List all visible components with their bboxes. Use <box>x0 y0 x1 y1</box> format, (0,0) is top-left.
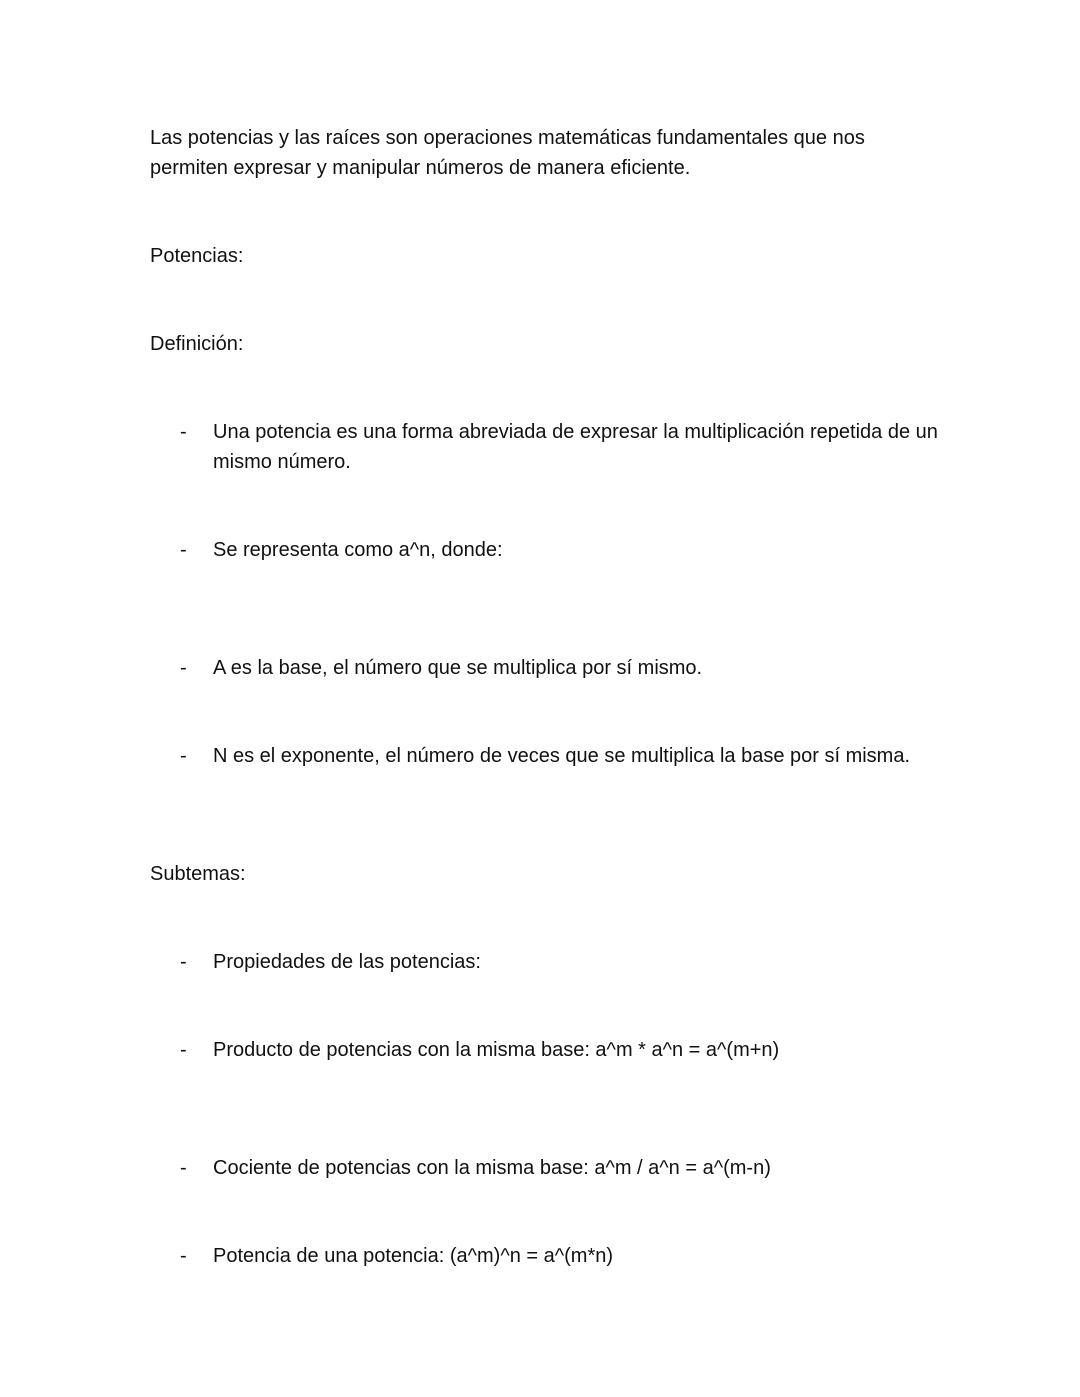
bullet-dash: - <box>180 1039 187 1061</box>
bullet-dash: - <box>180 657 187 679</box>
subtemas-item-text: Producto de potencias con la misma base: a^m * a^n = a^(m+n) <box>213 1039 780 1061</box>
bullet-dash: - <box>180 421 187 443</box>
definicion-item-text: Una potencia es una forma abreviada de expresar la multiplicación repetida de un mismo número. <box>213 421 938 473</box>
bullet-dash: - <box>180 539 187 561</box>
intro-paragraph: Las potencias y las raíces son operaciones matemáticas fundamentales que nos permiten expresar y manipular números de manera eficiente. <box>150 127 865 179</box>
bullet-dash: - <box>180 1157 187 1179</box>
subtemas-item-text: Propiedades de las potencias: <box>213 951 481 973</box>
definicion-item-text: A es la base, el número que se multiplica por sí mismo. <box>213 657 703 679</box>
subtemas-item-text: Potencia de una potencia: (a^m)^n = a^(m*n) <box>213 1245 614 1267</box>
heading-definicion: Definición: <box>150 333 244 355</box>
subtemas-item-text: Cociente de potencias con la misma base: a^m / a^n = a^(m-n) <box>213 1157 771 1179</box>
definicion-item-text: N es el exponente, el número de veces que se multiplica la base por sí misma. <box>213 745 911 767</box>
heading-subtemas: Subtemas: <box>150 863 246 885</box>
heading-potencias: Potencias: <box>150 245 244 267</box>
definicion-item-text: Se representa como a^n, donde: <box>213 539 503 561</box>
bullet-dash: - <box>180 1245 187 1267</box>
bullet-dash: - <box>180 951 187 973</box>
bullet-dash: - <box>180 745 187 767</box>
